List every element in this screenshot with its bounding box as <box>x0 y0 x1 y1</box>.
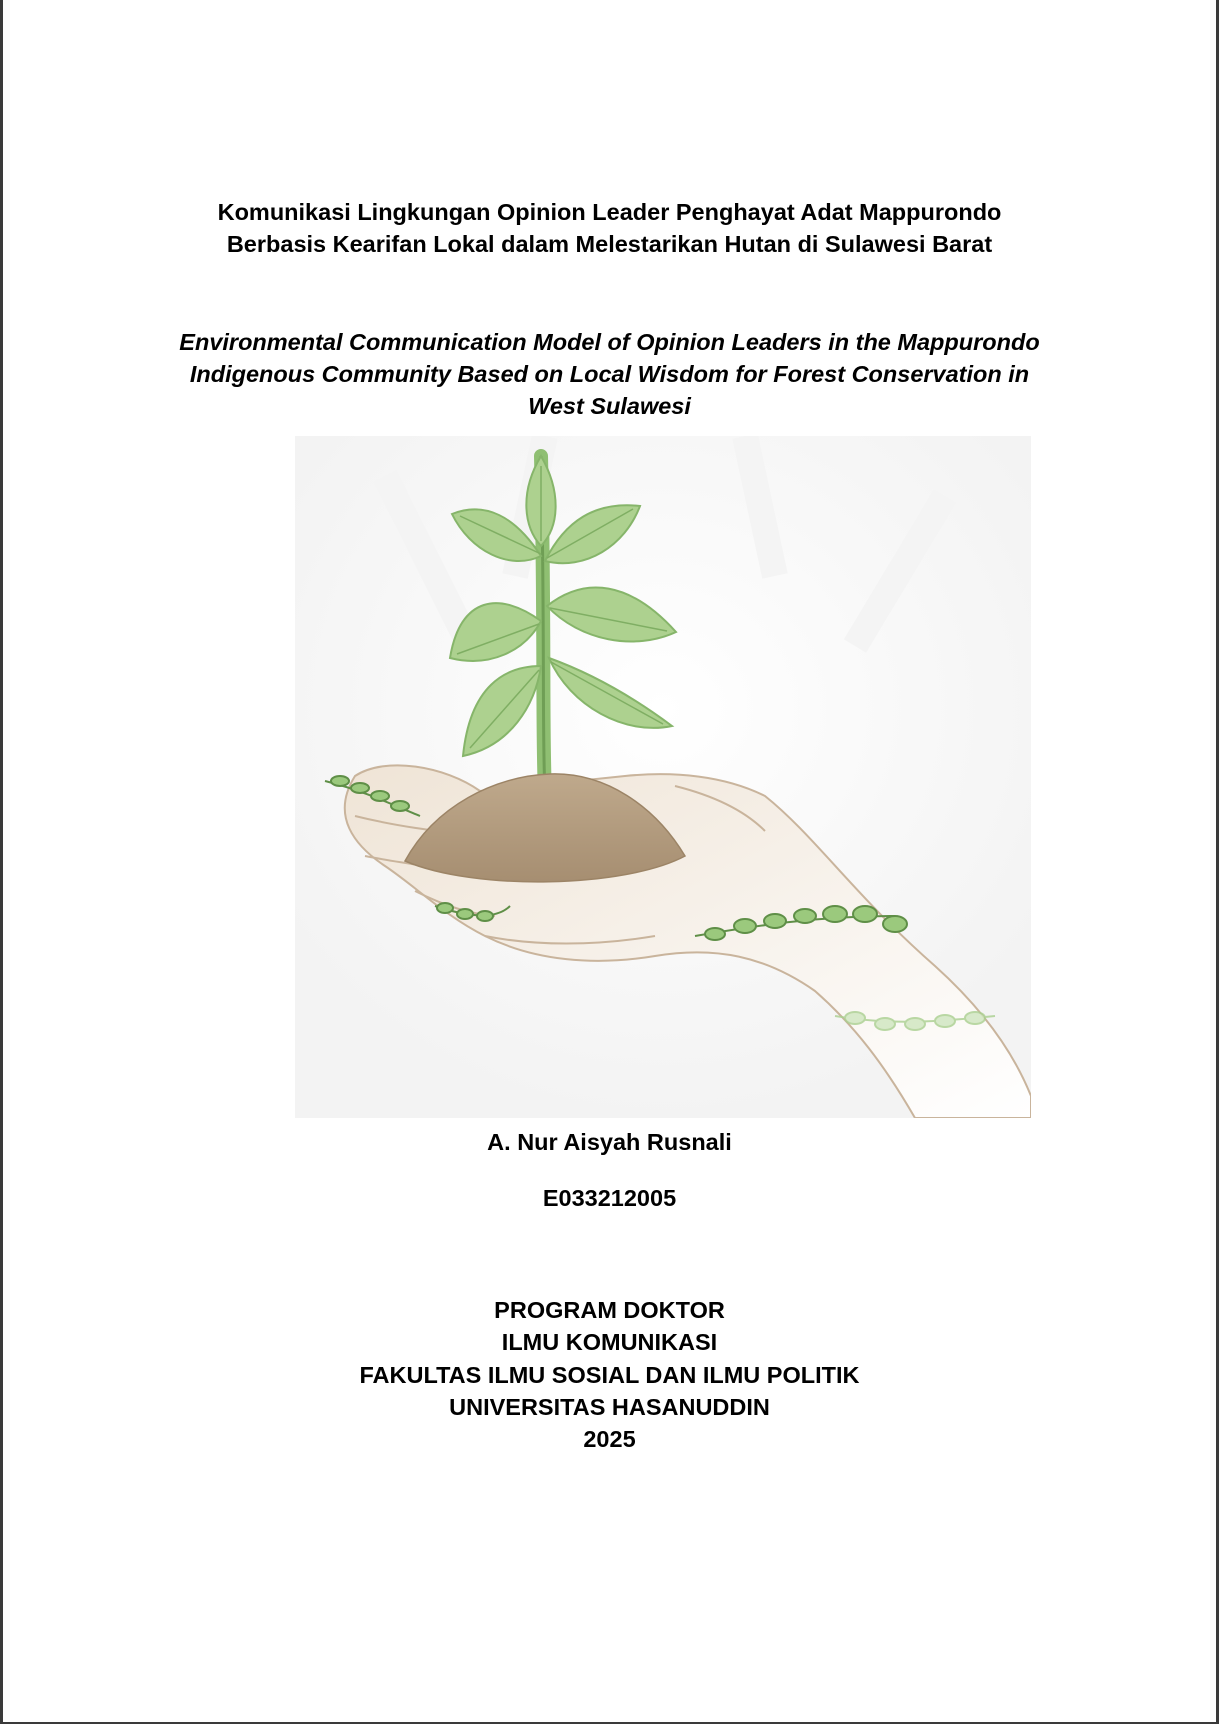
title-english-line: Environmental Communication Model of Opinion Leaders in the Mappurondo <box>179 329 1040 355</box>
title-indonesian-line: Berbasis Kearifan Lokal dalam Melestarikan Hutan di Sulawesi Barat <box>226 231 993 257</box>
seedling-in-hand-icon <box>295 436 1031 1118</box>
faculty-name: FAKULTAS ILMU SOSIAL DAN ILMU POLITIK <box>359 1361 860 1388</box>
title-english-line: West Sulawesi <box>528 393 691 419</box>
title-indonesian <box>3 196 1216 260</box>
year: 2025 <box>583 1426 636 1453</box>
title-indonesian-line: Komunikasi Lingkungan Opinion Leader Penghayat Adat Mappurondo <box>217 199 1002 225</box>
student-id: E033212005 <box>542 1185 677 1211</box>
cover-page <box>3 0 1216 1722</box>
program-name: PROGRAM DOKTOR <box>494 1297 725 1323</box>
university-name: UNIVERSITAS HASANUDDIN <box>449 1393 770 1420</box>
author-name: A. Nur Aisyah Rusnali <box>487 1129 732 1155</box>
title-english-line: Indigenous Community Based on Local Wisdom for Forest Conservation in <box>189 361 1030 387</box>
institution-block <box>3 1294 1216 1455</box>
title-english <box>3 326 1216 422</box>
study-field: ILMU KOMUNIKASI <box>501 1329 718 1356</box>
